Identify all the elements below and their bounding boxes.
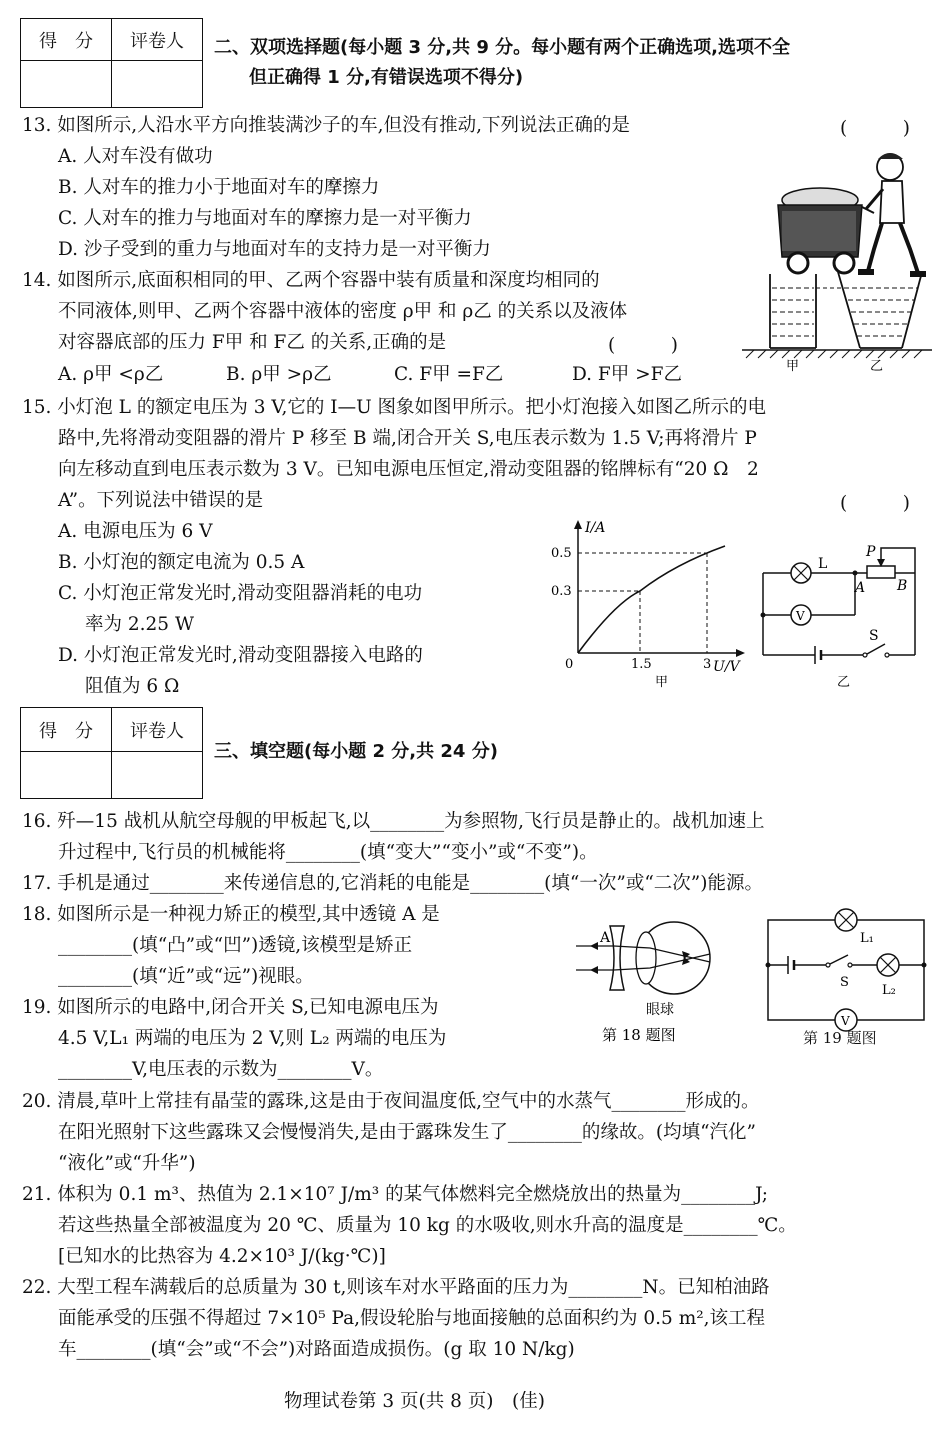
lens-A-label: A — [600, 930, 611, 946]
q19-line1: 19. 如图所示的电路中,闭合开关 S,已知电源电压为 — [22, 997, 439, 1018]
q18-line1: 18. 如图所示是一种视力矫正的模型,其中透镜 A 是 — [22, 904, 440, 925]
q15-option-c-line1: C. 小灯泡正常发光时,滑动变阻器消耗的电功 — [58, 583, 423, 604]
q14-stem-line1: 14. 如图所示,底面积相同的甲、乙两个容器中装有质量和深度均相同的 — [22, 270, 600, 291]
graph-ylabel: I/A — [585, 520, 606, 536]
q14-stem-line2: 不同液体,则甲、乙两个容器中液体的密度 ρ甲 和 ρ乙 的关系以及液体 — [58, 301, 628, 322]
q14-option-d: D. F甲 >F乙 — [572, 364, 682, 385]
score-cell[interactable] — [21, 61, 112, 108]
q19-V-label: V — [841, 1014, 850, 1028]
q13-option-a: A. 人对车没有做功 — [58, 146, 213, 167]
grader-label: 评卷人 — [112, 708, 203, 752]
q16-line2: 升过程中,飞行员的机械能将________(填“变大”“变小”或“不变”)。 — [58, 842, 598, 863]
circuit-B-label: B — [897, 578, 908, 594]
graph-origin: 0 — [565, 657, 574, 672]
grader-cell[interactable] — [112, 752, 203, 799]
eyeball-label: 眼球 — [646, 1002, 674, 1018]
q14-option-c: C. F甲 =F乙 — [394, 364, 504, 385]
grader-cell[interactable] — [112, 61, 203, 108]
page-footer: 物理试卷第 3 页(共 8 页) (佳) — [284, 1391, 545, 1412]
circuit-A-label: A — [855, 580, 866, 596]
q15-option-c-line2: 率为 2.25 W — [85, 614, 194, 635]
q15-iu-graph — [545, 518, 745, 688]
q15-stem-line3: 向左移动直到电压表示数为 3 V。已知电源电压恒定,滑动变阻器的铭牌标有“20 Ω 2 — [58, 459, 759, 480]
section2-title-line1: 二、双项选择题(每小题 3 分,共 9 分。每小题有两个正确选项,选项不全 — [214, 37, 791, 58]
q17-line1: 17. 手机是通过________来传递信息的,它消耗的电能是________(填“一次”或“二次”)能源。 — [22, 873, 763, 894]
q18-eye-figure — [570, 918, 740, 1048]
q18-line3: ________(填“近”或“远”)视眼。 — [58, 966, 314, 987]
score-box-2 — [20, 707, 203, 799]
q20-line3: “液化”或“升华”) — [58, 1153, 196, 1174]
q15-answer-paren[interactable]: ( ) — [840, 493, 910, 514]
graph-xlabel: U/V — [713, 659, 740, 675]
section2-title-line2: 但正确得 1 分,有错误选项不得分) — [249, 67, 524, 88]
q19-L1-label: L₁ — [860, 931, 874, 946]
q22-line2: 面能承受的压强不得超过 7×10⁵ Pa,假设轮胎与地面接触的总面积约为 0.5 m²,该工程 — [58, 1308, 766, 1329]
q19-S-label: S — [840, 975, 849, 990]
section3-title: 三、填空题(每小题 2 分,共 24 分) — [214, 741, 498, 762]
q14-option-b: B. ρ甲 >ρ乙 — [226, 364, 332, 385]
q13-stem: 13. 如图所示,人沿水平方向推装满沙子的车,但没有推动,下列说法正确的是 — [22, 115, 630, 136]
q19-caption: 第 19 题图 — [803, 1029, 877, 1047]
graph-ytick-2: 0.5 — [551, 546, 572, 561]
q15-option-d-line1: D. 小灯泡正常发光时,滑动变阻器接入电路的 — [58, 645, 423, 666]
container-yi-label: 乙 — [870, 359, 884, 374]
q22-line3: 车________(填“会”或“不会”)对路面造成损伤。(g 取 10 N/kg) — [58, 1339, 575, 1360]
q19-line2: 4.5 V,L₁ 两端的电压为 2 V,则 L₂ 两端的电压为 — [58, 1028, 447, 1049]
q21-line1: 21. 体积为 0.1 m³、热值为 2.1×10⁷ J/m³ 的某气体燃料完全燃烧放出的热量为________J; — [22, 1184, 768, 1205]
circuit-L-label: L — [818, 556, 828, 572]
q13-option-c: C. 人对车的推力与地面对车的摩擦力是一对平衡力 — [58, 208, 472, 229]
q15-option-d-line2: 阻值为 6 Ω — [85, 676, 180, 697]
q19-L2-label: L₂ — [882, 983, 896, 998]
q15-option-a: A. 电源电压为 6 V — [58, 521, 213, 542]
graph-ytick-1: 0.3 — [551, 584, 572, 599]
graph-xtick-2: 3 — [703, 657, 712, 672]
q20-line1: 20. 清晨,草叶上常挂有晶莹的露珠,这是由于夜间温度低,空气中的水蒸气________形成的。 — [22, 1091, 760, 1112]
container-jia-label: 甲 — [786, 359, 800, 374]
q14-answer-paren[interactable]: ( ) — [608, 335, 678, 356]
score-label: 得 分 — [21, 19, 112, 61]
q19-line3: ________V,电压表的示数为________V。 — [58, 1059, 384, 1080]
q15-circuit — [755, 540, 930, 690]
q13-answer-paren[interactable]: ( ) — [840, 118, 910, 139]
q18-caption: 第 18 题图 — [602, 1026, 676, 1044]
graph-caption: 甲 — [655, 675, 669, 688]
circuit-caption: 乙 — [837, 675, 851, 690]
q20-line2: 在阳光照射下这些露珠又会慢慢消失,是由于露珠发生了________的缘故。(均填“汽化” — [58, 1122, 757, 1143]
grader-label: 评卷人 — [112, 19, 203, 61]
graph-xtick-1: 1.5 — [631, 657, 652, 672]
q15-stem-line2: 路中,先将滑动变阻器的滑片 P 移至 B 端,闭合开关 S,电压表示数为 1.5 V;再将滑片 P — [58, 428, 757, 449]
q21-line3: [已知水的比热容为 4.2×10³ J/(kg·℃)] — [58, 1246, 386, 1267]
circuit-S-label: S — [869, 628, 879, 644]
q22-line1: 22. 大型工程车满载后的总质量为 30 t,则该车对水平路面的压力为________N。已知柏油路 — [22, 1277, 770, 1298]
q14-option-a: A. ρ甲 <ρ乙 — [58, 364, 164, 385]
q13-cart-figure — [770, 145, 930, 285]
rheostat-icon — [867, 566, 895, 578]
q21-line2: 若这些热量全部被温度为 20 ℃、质量为 10 kg 的水吸收,则水升高的温度是________℃。 — [58, 1215, 797, 1236]
q16-line1: 16. 歼—15 战机从航空母舰的甲板起飞,以________为参照物,飞行员是静止的。战机加速上 — [22, 811, 765, 832]
q15-stem-line1: 15. 小灯泡 L 的额定电压为 3 V,它的 I—U 图象如图甲所示。把小灯泡接入如图乙所示的电 — [22, 397, 767, 418]
q13-option-d: D. 沙子受到的重力与地面对车的支持力是一对平衡力 — [58, 239, 491, 260]
q14-stem-line3: 对容器底部的压力 F甲 和 F乙 的关系,正确的是 — [58, 332, 447, 353]
q18-line2: ________(填“凸”或“凹”)透镜,该模型是矫正 — [58, 935, 413, 956]
score-box-1 — [20, 18, 203, 108]
circuit-P-label: P — [866, 544, 876, 560]
q15-stem-line4: A”。下列说法中错误的是 — [58, 490, 264, 511]
score-label: 得 分 — [21, 708, 112, 752]
q13-option-b: B. 人对车的推力小于地面对车的摩擦力 — [58, 177, 380, 198]
q14-containers-figure — [742, 266, 932, 374]
q15-option-b: B. 小灯泡的额定电流为 0.5 A — [58, 552, 305, 573]
circuit-V-label: V — [796, 609, 805, 623]
score-cell[interactable] — [21, 752, 112, 799]
